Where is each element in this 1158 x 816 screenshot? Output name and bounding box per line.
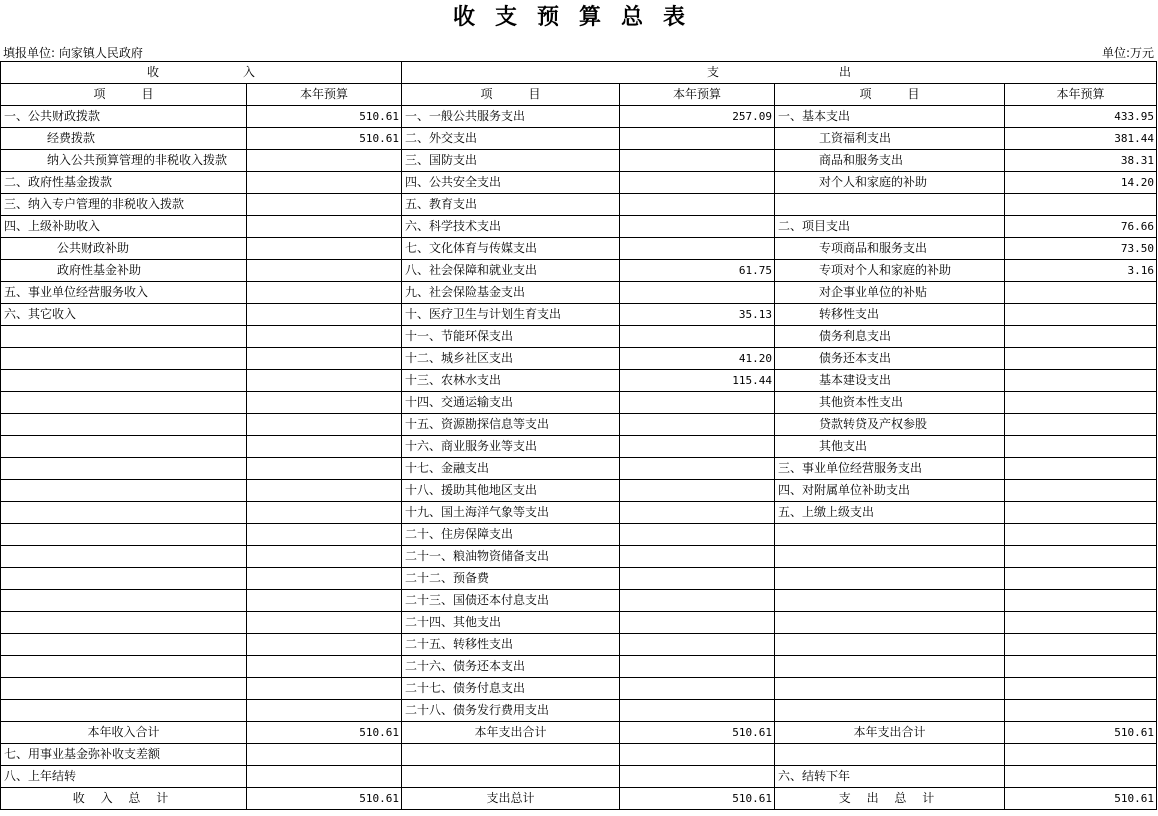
blank-cell [620, 766, 775, 788]
income-budget [247, 458, 402, 480]
last-year-label: 八、上年结转 [1, 766, 247, 788]
func-item: 十三、农林水支出 [402, 370, 620, 392]
table-row [1, 392, 1157, 414]
year-income-label: 本年收入合计 [1, 722, 247, 744]
expense-total-value: 510.61 [620, 788, 775, 810]
income-budget [247, 612, 402, 634]
econ-item [775, 524, 1005, 546]
econ-budget [1005, 634, 1157, 656]
income-item [1, 458, 247, 480]
func-item: 二十五、转移性支出 [402, 634, 620, 656]
econ-item: 五、上缴上级支出 [775, 502, 1005, 524]
func-item: 二十六、债务还本支出 [402, 656, 620, 678]
econ-item [775, 194, 1005, 216]
func-item: 七、文化体育与传媒支出 [402, 238, 620, 260]
func-budget [620, 238, 775, 260]
func-budget: 35.13 [620, 304, 775, 326]
blank-cell [775, 744, 1005, 766]
year-income-value: 510.61 [247, 722, 402, 744]
income-item [1, 656, 247, 678]
income-budget [247, 260, 402, 282]
income-budget [247, 568, 402, 590]
blank-cell [1005, 744, 1157, 766]
income-budget [247, 436, 402, 458]
item-header-income: 项 目 [1, 84, 247, 106]
expense-total-label: 支出总计 [402, 788, 620, 810]
table-row [1, 238, 1157, 260]
func-item: 十、医疗卫生与计划生育支出 [402, 304, 620, 326]
table-row [1, 326, 1157, 348]
func-budget [620, 634, 775, 656]
income-item [1, 634, 247, 656]
econ-budget [1005, 458, 1157, 480]
table-row [1, 656, 1157, 678]
year-expense-label: 本年支出合计 [402, 722, 620, 744]
func-budget [620, 458, 775, 480]
income-budget: 510.61 [247, 106, 402, 128]
income-budget [247, 150, 402, 172]
budget-header-income: 本年预算 [247, 84, 402, 106]
func-item: 十五、资源勘探信息等支出 [402, 414, 620, 436]
func-budget [620, 678, 775, 700]
func-item: 十七、金融支出 [402, 458, 620, 480]
income-budget [247, 656, 402, 678]
econ-item [775, 546, 1005, 568]
table-row [1, 612, 1157, 634]
econ-item [775, 700, 1005, 722]
func-budget [620, 700, 775, 722]
econ-item: 基本建设支出 [775, 370, 1005, 392]
econ-item [775, 656, 1005, 678]
func-budget [620, 502, 775, 524]
income-budget [247, 348, 402, 370]
income-budget [247, 678, 402, 700]
econ-budget [1005, 304, 1157, 326]
econ-item: 对企事业单位的补贴 [775, 282, 1005, 304]
income-item [1, 502, 247, 524]
econ-budget: 73.50 [1005, 238, 1157, 260]
func-budget [620, 414, 775, 436]
econ-item: 债务利息支出 [775, 326, 1005, 348]
income-item: 二、政府性基金拨款 [1, 172, 247, 194]
func-item: 十六、商业服务业等支出 [402, 436, 620, 458]
econ-budget [1005, 194, 1157, 216]
income-item [1, 678, 247, 700]
income-budget [247, 590, 402, 612]
income-budget [247, 304, 402, 326]
func-item: 二十七、债务付息支出 [402, 678, 620, 700]
income-header: 收 入 [1, 62, 402, 84]
func-budget [620, 568, 775, 590]
func-budget [620, 480, 775, 502]
income-item: 经费拨款 [1, 128, 247, 150]
func-budget [620, 612, 775, 634]
income-item: 一、公共财政拨款 [1, 106, 247, 128]
func-item: 六、科学技术支出 [402, 216, 620, 238]
func-budget [620, 436, 775, 458]
func-budget [620, 590, 775, 612]
expense-header-a: 支 [707, 65, 720, 79]
income-item [1, 370, 247, 392]
table-row [1, 106, 1157, 128]
econ-item [775, 590, 1005, 612]
income-item [1, 348, 247, 370]
func-item: 十二、城乡社区支出 [402, 348, 620, 370]
func-item: 二十二、预备费 [402, 568, 620, 590]
func-item: 一、一般公共服务支出 [402, 106, 620, 128]
func-item: 九、社会保险基金支出 [402, 282, 620, 304]
econ-item: 商品和服务支出 [775, 150, 1005, 172]
year-expense-label-2: 本年支出合计 [775, 722, 1005, 744]
econ-budget [1005, 678, 1157, 700]
page-title: 收支预算总表 [452, 5, 705, 30]
income-budget: 510.61 [247, 128, 402, 150]
table-row [1, 590, 1157, 612]
econ-item: 工资福利支出 [775, 128, 1005, 150]
func-budget [620, 282, 775, 304]
income-total-value: 510.61 [247, 788, 402, 810]
econ-budget [1005, 480, 1157, 502]
income-budget [247, 326, 402, 348]
table-row [1, 436, 1157, 458]
fund-gap-row [1, 744, 1157, 766]
income-budget [247, 282, 402, 304]
econ-budget [1005, 414, 1157, 436]
econ-item [775, 568, 1005, 590]
econ-item: 二、项目支出 [775, 216, 1005, 238]
func-item: 二十一、粮油物资储备支出 [402, 546, 620, 568]
income-budget [247, 634, 402, 656]
func-budget [620, 172, 775, 194]
func-item: 五、教育支出 [402, 194, 620, 216]
item-header-func: 项 目 [402, 84, 620, 106]
func-budget: 115.44 [620, 370, 775, 392]
econ-item: 一、基本支出 [775, 106, 1005, 128]
func-item: 二十八、债务发行费用支出 [402, 700, 620, 722]
money-unit: 单位:万元 [1101, 46, 1154, 60]
income-item [1, 590, 247, 612]
func-budget [620, 194, 775, 216]
func-item: 四、公共安全支出 [402, 172, 620, 194]
func-item: 二十四、其他支出 [402, 612, 620, 634]
func-budget: 41.20 [620, 348, 775, 370]
table-row [1, 370, 1157, 392]
func-budget [620, 216, 775, 238]
func-item: 三、国防支出 [402, 150, 620, 172]
income-item [1, 700, 247, 722]
header-row-1 [1, 62, 1157, 84]
income-item [1, 326, 247, 348]
func-budget: 257.09 [620, 106, 775, 128]
econ-item [775, 634, 1005, 656]
func-item: 二、外交支出 [402, 128, 620, 150]
income-budget [247, 546, 402, 568]
income-item: 六、其它收入 [1, 304, 247, 326]
income-item: 公共财政补助 [1, 238, 247, 260]
expense-total-label-2: 支 出 总 计 [775, 788, 1005, 810]
econ-item: 对个人和家庭的补助 [775, 172, 1005, 194]
income-item: 四、上级补助收入 [1, 216, 247, 238]
table-row [1, 282, 1157, 304]
func-budget [620, 392, 775, 414]
econ-budget [1005, 436, 1157, 458]
func-item: 十八、援助其他地区支出 [402, 480, 620, 502]
table-row [1, 678, 1157, 700]
func-budget [620, 546, 775, 568]
income-budget [247, 524, 402, 546]
income-item [1, 414, 247, 436]
econ-budget [1005, 392, 1157, 414]
econ-budget: 433.95 [1005, 106, 1157, 128]
econ-budget [1005, 282, 1157, 304]
func-item: 十九、国土海洋气象等支出 [402, 502, 620, 524]
fund-gap-label: 七、用事业基金弥补收支差额 [1, 744, 247, 766]
table-row [1, 216, 1157, 238]
econ-budget [1005, 568, 1157, 590]
econ-budget [1005, 700, 1157, 722]
budget-header-func: 本年预算 [620, 84, 775, 106]
func-budget: 61.75 [620, 260, 775, 282]
table-row [1, 524, 1157, 546]
econ-budget [1005, 590, 1157, 612]
year-expense-value-2: 510.61 [1005, 722, 1157, 744]
func-item: 二十三、国债还本付息支出 [402, 590, 620, 612]
table-row [1, 502, 1157, 524]
econ-budget [1005, 656, 1157, 678]
income-budget [247, 480, 402, 502]
econ-item: 贷款转贷及产权参股 [775, 414, 1005, 436]
income-budget [247, 172, 402, 194]
table-row [1, 150, 1157, 172]
econ-budget: 76.66 [1005, 216, 1157, 238]
econ-budget: 14.20 [1005, 172, 1157, 194]
table-row [1, 260, 1157, 282]
income-budget [247, 414, 402, 436]
income-item: 纳入公共预算管理的非税收入拨款 [1, 150, 247, 172]
func-budget [620, 128, 775, 150]
income-item: 五、事业单位经营服务收入 [1, 282, 247, 304]
econ-budget: 38.31 [1005, 150, 1157, 172]
fill-unit: 填报单位: 向家镇人民政府 [3, 46, 143, 60]
func-budget [620, 150, 775, 172]
income-item: 政府性基金补助 [1, 260, 247, 282]
carry-next-value [1005, 766, 1157, 788]
carry-row [1, 766, 1157, 788]
income-budget [247, 700, 402, 722]
func-budget [620, 524, 775, 546]
table-row [1, 634, 1157, 656]
func-budget [620, 656, 775, 678]
table-row [1, 304, 1157, 326]
func-item: 八、社会保障和就业支出 [402, 260, 620, 282]
econ-item: 四、对附属单位补助支出 [775, 480, 1005, 502]
income-item [1, 546, 247, 568]
table-row [1, 568, 1157, 590]
blank-cell [620, 744, 775, 766]
budget-header-econ: 本年预算 [1005, 84, 1157, 106]
econ-budget [1005, 546, 1157, 568]
econ-budget [1005, 370, 1157, 392]
table-row [1, 700, 1157, 722]
table-row [1, 546, 1157, 568]
year-total-row [1, 722, 1157, 744]
table-row [1, 128, 1157, 150]
expense-total-value-2: 510.61 [1005, 788, 1157, 810]
fund-gap-value [247, 744, 402, 766]
func-item: 二十、住房保障支出 [402, 524, 620, 546]
econ-item: 其他资本性支出 [775, 392, 1005, 414]
expense-header [402, 62, 1157, 84]
header-row-2 [1, 84, 1157, 106]
income-item [1, 612, 247, 634]
income-budget [247, 392, 402, 414]
income-budget [247, 502, 402, 524]
econ-budget [1005, 524, 1157, 546]
econ-item: 三、事业单位经营服务支出 [775, 458, 1005, 480]
table-row [1, 458, 1157, 480]
econ-item: 转移性支出 [775, 304, 1005, 326]
budget-table [0, 61, 1157, 810]
income-item [1, 436, 247, 458]
econ-budget [1005, 326, 1157, 348]
table-row [1, 172, 1157, 194]
econ-item [775, 678, 1005, 700]
blank-cell [402, 766, 620, 788]
econ-item: 债务还本支出 [775, 348, 1005, 370]
econ-item: 专项商品和服务支出 [775, 238, 1005, 260]
econ-budget: 381.44 [1005, 128, 1157, 150]
econ-budget [1005, 348, 1157, 370]
last-year-value [247, 766, 402, 788]
table-row [1, 480, 1157, 502]
table-row [1, 414, 1157, 436]
func-item: 十四、交通运输支出 [402, 392, 620, 414]
econ-item [775, 612, 1005, 634]
econ-item: 专项对个人和家庭的补助 [775, 260, 1005, 282]
income-budget [247, 194, 402, 216]
income-item: 三、纳入专户管理的非税收入拨款 [1, 194, 247, 216]
year-expense-value: 510.61 [620, 722, 775, 744]
carry-next-label: 六、结转下年 [775, 766, 1005, 788]
table-row [1, 348, 1157, 370]
func-budget [620, 326, 775, 348]
income-budget [247, 370, 402, 392]
income-item [1, 392, 247, 414]
income-budget [247, 216, 402, 238]
table-row [1, 194, 1157, 216]
income-item [1, 568, 247, 590]
income-total-label: 收 入 总 计 [1, 788, 247, 810]
income-budget [247, 238, 402, 260]
expense-header-b: 出 [839, 65, 852, 79]
income-item [1, 524, 247, 546]
econ-item: 其他支出 [775, 436, 1005, 458]
income-item [1, 480, 247, 502]
econ-budget [1005, 502, 1157, 524]
grand-total-row [1, 788, 1157, 810]
econ-budget [1005, 612, 1157, 634]
item-header-econ: 项 目 [775, 84, 1005, 106]
func-item: 十一、节能环保支出 [402, 326, 620, 348]
econ-budget: 3.16 [1005, 260, 1157, 282]
blank-cell [402, 744, 620, 766]
